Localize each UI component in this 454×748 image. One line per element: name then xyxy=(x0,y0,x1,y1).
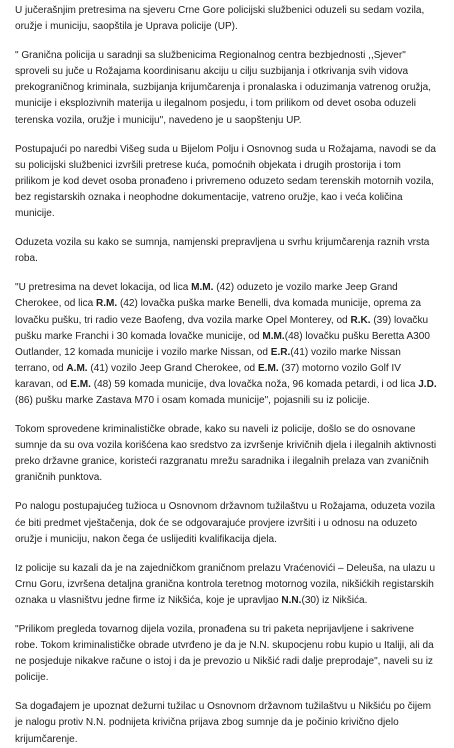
text-segment: (48) lovačku pušku Beretta A300 Outlander, 12 komada municije i vozilo marke Nissan, od xyxy=(15,330,430,358)
person-initials: A.M. xyxy=(66,362,88,374)
text-segment: (30) iz Nikšića. xyxy=(301,594,368,606)
text-segment: (39) lovačku pušku marke Franchi i 30 komada lovačke municije, od xyxy=(15,314,429,342)
text-segment: (48) 59 komada municije, dva lovačka noža, 96 komada petardi, i od lica xyxy=(90,378,419,390)
text-segment: (42) oduzeto je vozilo marke Jeep Grand Cherokee, od lica xyxy=(15,282,398,310)
person-initials: N.N. xyxy=(281,594,302,606)
paragraph-vehicles-modified: Oduzeta vozila su kako se sumnja, namjenski prepravljena u svrhu krijumčarenja raznih vrsta roba. xyxy=(15,237,430,265)
paragraph-border-crossing xyxy=(15,561,437,609)
text-segment: (37) motorno vozilo Golf IV karavan, od xyxy=(15,362,401,390)
paragraph-criminal-charge: Sa događajem je upoznat dežurni tužilac u Osnovnom državnom tužilaštvu u Nikšiću po čijem je nalogu protiv N.N. podnijeta krivična prijava zbog sumnje da je počinio krivično djelo krijumčarenje. xyxy=(15,701,432,745)
paragraph-quote-border-police: " Granična policija u saradnji sa službenicima Regionalnog centra bezbjednosti ,,Sjever" sproveli su juče u Rožajama koordinisanu akciju u cilju suzbijanja i otkrivanja svih vidova prekograničnog kriminala, suzbijanja krijumčarenja i pronalaska i oduzimanja vatrenog oružja, municije i eksplozivnih materija u ilegalnom posjedu, i tom prilikom od devet osoba oduzeli terenska vozila, oružje i municiju", navedeno je u saopštenju UP. xyxy=(15,50,432,126)
paragraph-prosecutor-order: Po nalogu postupajućeg tužioca u Osnovnom državnom tužilaštvu u Rožajama, oduzeta vozila će biti predmet vještačenja, dok će se odgovarajuće provjere izvršiti i u odnosu na oduzeto oružje i municiju, nakon čega će uslijediti kvalifikacija djela. xyxy=(15,501,435,545)
paragraph-criminal-processing: Tokom sprovedene kriminalističke obrade, kako su naveli iz policije, došlo se do osnovane sumnje da su ova vozila korišćena kao sredstvo za izvršenje krivičnih djela i ilegalnih aktivnosti preko državne granice, koristeći razgranatu mrežu saradnika i ilegalnih prelaza van zvaničnih graničnih punktova. xyxy=(15,424,437,484)
paragraph-seized-items xyxy=(15,280,437,409)
text-segment: (42) lovačka puška marke Benelli, dva komada municije, oprema za lovačku pušku, tri radio veze Baofeng, dva vozila marke Opel Monterey, od xyxy=(15,298,421,326)
person-initials: M.M. xyxy=(262,330,285,342)
person-initials: J.D. xyxy=(418,378,437,390)
person-initials: E.M. xyxy=(70,378,91,390)
person-initials: E.M. xyxy=(257,362,279,374)
text-segment: (41) vozilo marke Nissan terrano, od xyxy=(15,346,401,374)
paragraph-cargo-inspection: "Prilikom pregleda tovarnog dijela vozila, pronađena su tri paketa neprijavljene i sakrivene robe. Tokom kriminalističke obrade utvrđeno je da je N.N. skupocjenu robu kupio u Italiji, ali da ne posjeduje nikakve račune o istoj i da je prevozio u Nikšić radi dalje preprodaje", naveli su iz policije. xyxy=(15,624,434,684)
person-initials: E.R. xyxy=(270,346,291,358)
text-segment: "U pretresima na devet lokacija, od lica xyxy=(15,282,192,294)
paragraph-court-order: Postupajući po naredbi Višeg suda u Bijelom Polju i Osnovnog suda u Rožajama, navodi se da su policijski službenici izvršili pretrese kuća, pomoćnih objekata i drugih prostorija i tom prilikom je kod devet osoba pronađeno i privremeno oduzeto sedam terenskih motornih vozila, bez registarskih oznaka i neophodne dokumentacije, vatreno oružje, kao i veća količina municije. xyxy=(15,143,436,220)
text-segment: Iz policije su kazali da je na zajedničkom graničnom prelazu Vraćenovići – Deleuša, na ulazu u Crnu Goru, izvršena detaljna granična kontrola teretnog motornog vozila, nikšićkih registarskih oznaka u vlasništvu jedne firme iz Nikšića, koje je upravljao xyxy=(15,562,436,606)
text-segment: (41) vozilo Jeep Grand Cherokee, od xyxy=(87,362,258,374)
person-initials: M.M. xyxy=(191,282,214,294)
text-segment: (86) pušku marke Zastava M70 i osam komada municije", pojasnili su iz policije. xyxy=(15,394,370,406)
person-initials: R.M. xyxy=(95,298,118,310)
person-initials: R.K. xyxy=(350,314,371,326)
paragraph-intro: U jučerašnjim pretresima na sjeveru Crne Gore policijski službenici oduzeli su sedam vozila, oružje i municiju, saopštila je Uprava policije (UP). xyxy=(15,5,425,33)
